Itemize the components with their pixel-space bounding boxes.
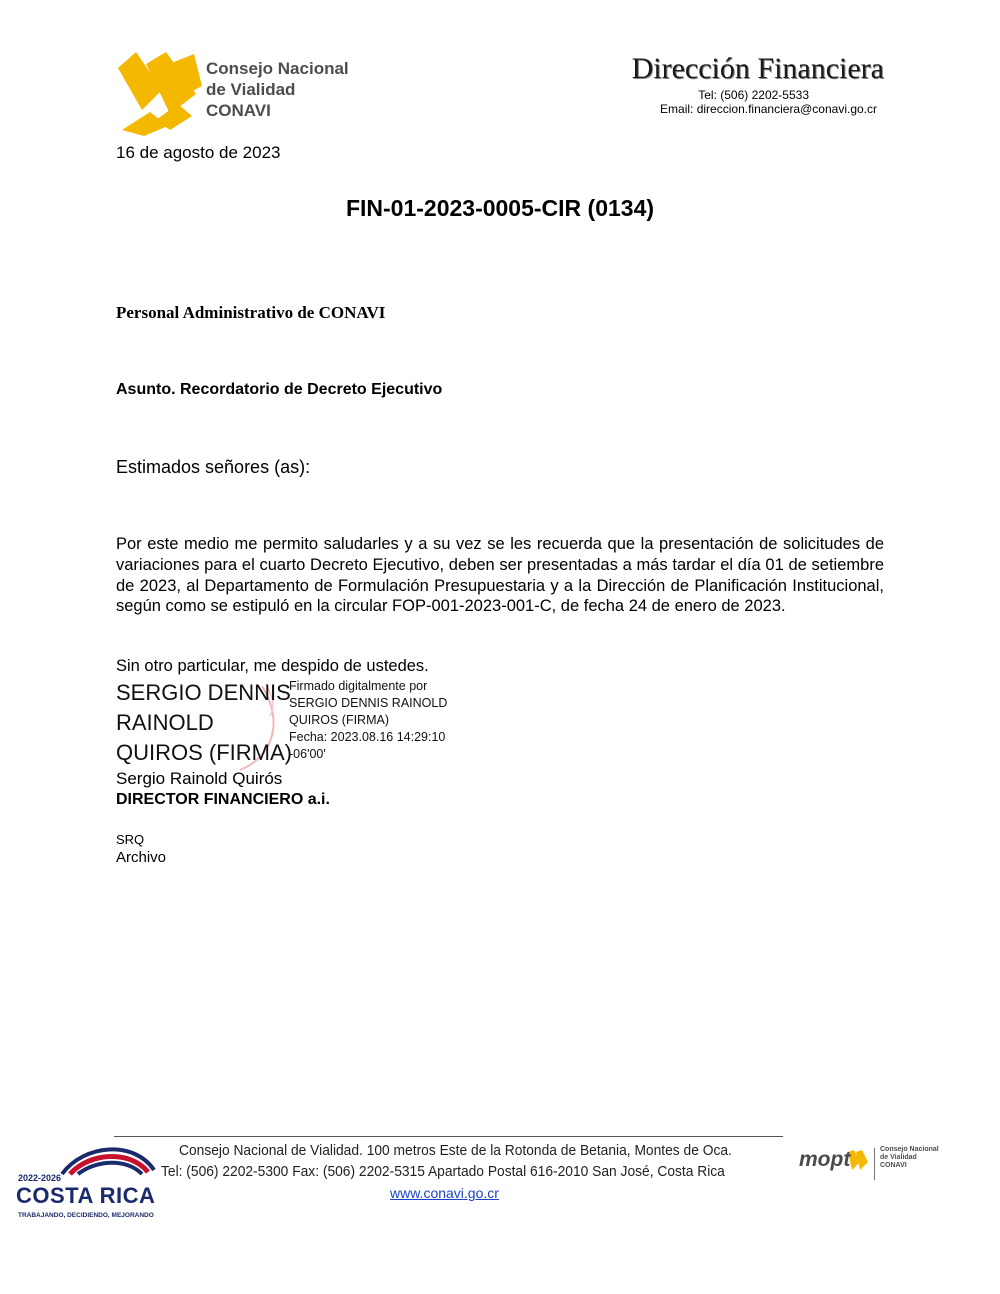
mopt-wordmark: mopt: [799, 1148, 851, 1171]
recipient: Personal Administrativo de CONAVI: [116, 303, 386, 322]
signature-detail-line2: SERGIO DENNIS RAINOLD: [289, 696, 448, 710]
mopt-org-line3: CONAVI: [880, 1162, 907, 1169]
costa-rica-slogan: TRABAJANDO, DECIDIENDO, MEJORANDO: [18, 1212, 154, 1219]
greeting: Estimados señores (as):: [116, 457, 311, 477]
mopt-org-line2: de Vialidad: [880, 1154, 917, 1161]
signature-name: [116, 678, 292, 768]
org-name: [206, 58, 349, 121]
mopt-org-name: [880, 1146, 939, 1170]
signature-detail-line5: -06'00': [289, 747, 326, 761]
footer-contact: Tel: (506) 2202-5300 Fax: (506) 2202-5315 Apartado Postal 616-2010 San José, Costa Rica: [161, 1163, 725, 1180]
costa-rica-years: 2022-2026: [18, 1173, 62, 1183]
department-title: Dirección Financiera: [631, 52, 884, 85]
signature-name-line2: RAINOLD: [116, 710, 214, 735]
department-email: Email: direccion.financiera@conavi.go.cr: [660, 102, 877, 116]
org-name-line1: Consejo Nacional: [206, 59, 349, 78]
letter-date: 16 de agosto de 2023: [116, 143, 281, 162]
signature-name-line3: QUIROS (FIRMA): [116, 740, 292, 765]
initials: SRQ: [116, 832, 145, 847]
signature-detail-line4: Fecha: 2023.08.16 14:29:10: [289, 730, 446, 744]
signature-details: [289, 678, 447, 763]
org-name-line2: de Vialidad: [206, 80, 296, 99]
closing-line: Sin otro particular, me despido de ustedes.: [116, 657, 429, 675]
signature-detail-line3: QUIROS (FIRMA): [289, 713, 389, 727]
signature-detail-line1: Firmado digitalmente por: [289, 679, 428, 693]
footer-divider: [114, 1136, 783, 1137]
subject-line: Asunto. Recordatorio de Decreto Ejecutivo: [116, 381, 443, 398]
costa-rica-wordmark: COSTA RICA: [16, 1183, 156, 1208]
org-name-line3: CONAVI: [206, 101, 271, 120]
body-paragraph: Por este medio me permito saludarles y a su vez se les recuerda que la presentación de solicitudes de variaciones para el cuarto Decreto Ejecutivo, deben ser presentadas a más tardar el día 01 de setiembre de 2023, al Departamento de Formulación Presupuestaria y a la Dirección de Planificación Institucional, según como se estipuló en la circular FOP-001-2023-001-C, de fecha 24 de enero de 2023.: [116, 535, 884, 616]
footer-address: Consejo Nacional de Vialidad. 100 metros Este de la Rotonda de Betania, Montes de Oca.: [179, 1142, 732, 1159]
archive-note: Archivo: [116, 849, 167, 866]
signature-name-line1: SERGIO DENNIS: [116, 680, 291, 705]
signer-title: DIRECTOR FINANCIERO a.i.: [116, 791, 330, 808]
website-link[interactable]: www.conavi.go.cr: [390, 1185, 499, 1201]
mopt-org-line1: Consejo Nacional: [880, 1146, 939, 1153]
signer-name: Sergio Rainold Quirós: [116, 769, 283, 788]
reference-number: FIN-01-2023-0005-CIR (0134): [345, 195, 655, 221]
department-phone: Tel: (506) 2202-5533: [698, 88, 809, 102]
